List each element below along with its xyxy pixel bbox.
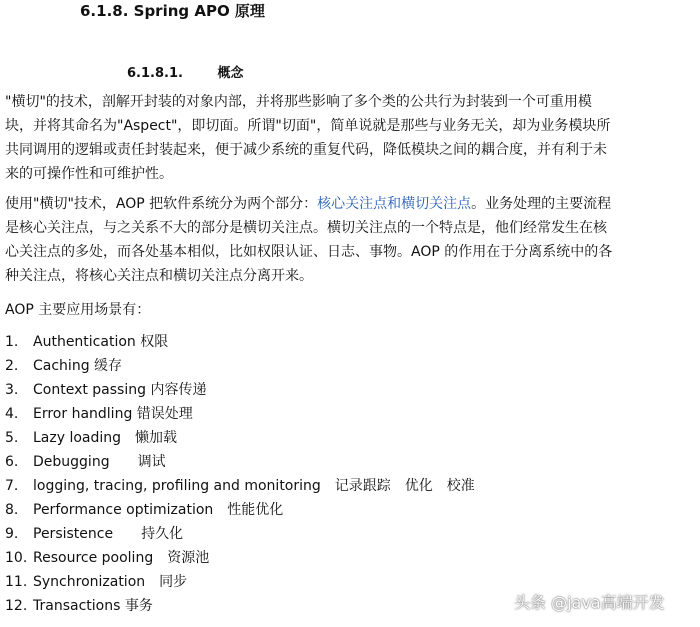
list-item bbox=[5, 426, 475, 450]
list-item-number: 10. bbox=[5, 550, 28, 566]
list-item-text: Lazy loading 懒加载 bbox=[33, 430, 178, 446]
list-item bbox=[5, 330, 475, 354]
subsection-heading bbox=[127, 62, 243, 81]
list-item bbox=[5, 378, 475, 402]
concept-paragraph: "横切"的技术，剖解开封装的对象内部，并将那些影响了多个类的公共行为封装到一个可重用模块，并将其命名为"Aspect"，即切面。所谓"切面"，简单说就是那些与业务无关，却为业务模块所共同调用的逻辑或责任封装起来，便于减少系统的重复代码，降低模块之间的耦合度，并有利于未来的可操作性和可维护性。 bbox=[5, 94, 611, 182]
aop-paragraph-before: 使用"横切"技术，AOP 把软件系统分为两个部分： bbox=[5, 196, 318, 212]
list-item-text: logging, tracing, profiling and monitoring 记录跟踪 优化 校准 bbox=[33, 478, 475, 494]
subsection-number: 6.1.8.1. bbox=[127, 66, 183, 81]
list-item-number: 12. bbox=[5, 598, 28, 614]
list-item bbox=[5, 546, 475, 570]
list-item bbox=[5, 474, 475, 498]
usecase-list bbox=[5, 330, 475, 618]
list-item bbox=[5, 354, 475, 378]
list-item-text: Resource pooling 资源池 bbox=[33, 550, 210, 566]
list-item-number: 7. bbox=[5, 478, 19, 494]
section-title: Spring APO 原理 bbox=[133, 2, 265, 20]
list-item bbox=[5, 402, 475, 426]
section-number: 6.1.8. bbox=[80, 2, 129, 20]
list-item-text: Synchronization 同步 bbox=[33, 574, 188, 590]
list-item-number: 4. bbox=[5, 406, 19, 422]
list-item-text: Context passing 内容传递 bbox=[33, 382, 207, 398]
subsection-title: 概念 bbox=[217, 66, 244, 81]
list-item-text: Transactions 事务 bbox=[33, 598, 153, 614]
list-item bbox=[5, 522, 475, 546]
list-item-number: 2. bbox=[5, 358, 19, 374]
list-item-text: Error handling 错误处理 bbox=[33, 406, 193, 422]
list-item-text: Performance optimization 性能优化 bbox=[33, 502, 284, 518]
list-item-number: 3. bbox=[5, 382, 19, 398]
aop-paragraph-highlight: 核心关注点和横切关注点 bbox=[317, 196, 472, 212]
list-item bbox=[5, 570, 475, 594]
list-item-text: Persistence 持久化 bbox=[33, 526, 184, 542]
list-item-number: 11. bbox=[5, 574, 28, 590]
aop-paragraph-after: 。业务处理的主要流程是核心关注点，与之关系不大的部分是横切关注点。横切关注点的一个特点是，他们经常发生在核心关注点的多处，而各处基本相似，比如权限认证、日志、事物。AOP 的作用在于分离系统中的各种关注点，将核心关注点和横切关注点分离开来。 bbox=[5, 196, 613, 284]
section-heading bbox=[80, 0, 265, 21]
aop-paragraph bbox=[5, 192, 617, 288]
list-item bbox=[5, 594, 475, 618]
list-item-number: 1. bbox=[5, 334, 19, 350]
list-intro: AOP 主要应用场景有： bbox=[5, 302, 151, 318]
list-item-text: Debugging 调试 bbox=[33, 454, 166, 470]
list-item-number: 5. bbox=[5, 430, 19, 446]
list-item-number: 9. bbox=[5, 526, 19, 542]
list-item-number: 6. bbox=[5, 454, 19, 470]
list-item bbox=[5, 498, 475, 522]
watermark: 头条 @java高端开发 bbox=[514, 593, 665, 612]
list-item bbox=[5, 450, 475, 474]
list-item-number: 8. bbox=[5, 502, 19, 518]
list-item-text: Caching 缓存 bbox=[33, 358, 123, 374]
list-item-text: Authentication 权限 bbox=[33, 334, 169, 350]
